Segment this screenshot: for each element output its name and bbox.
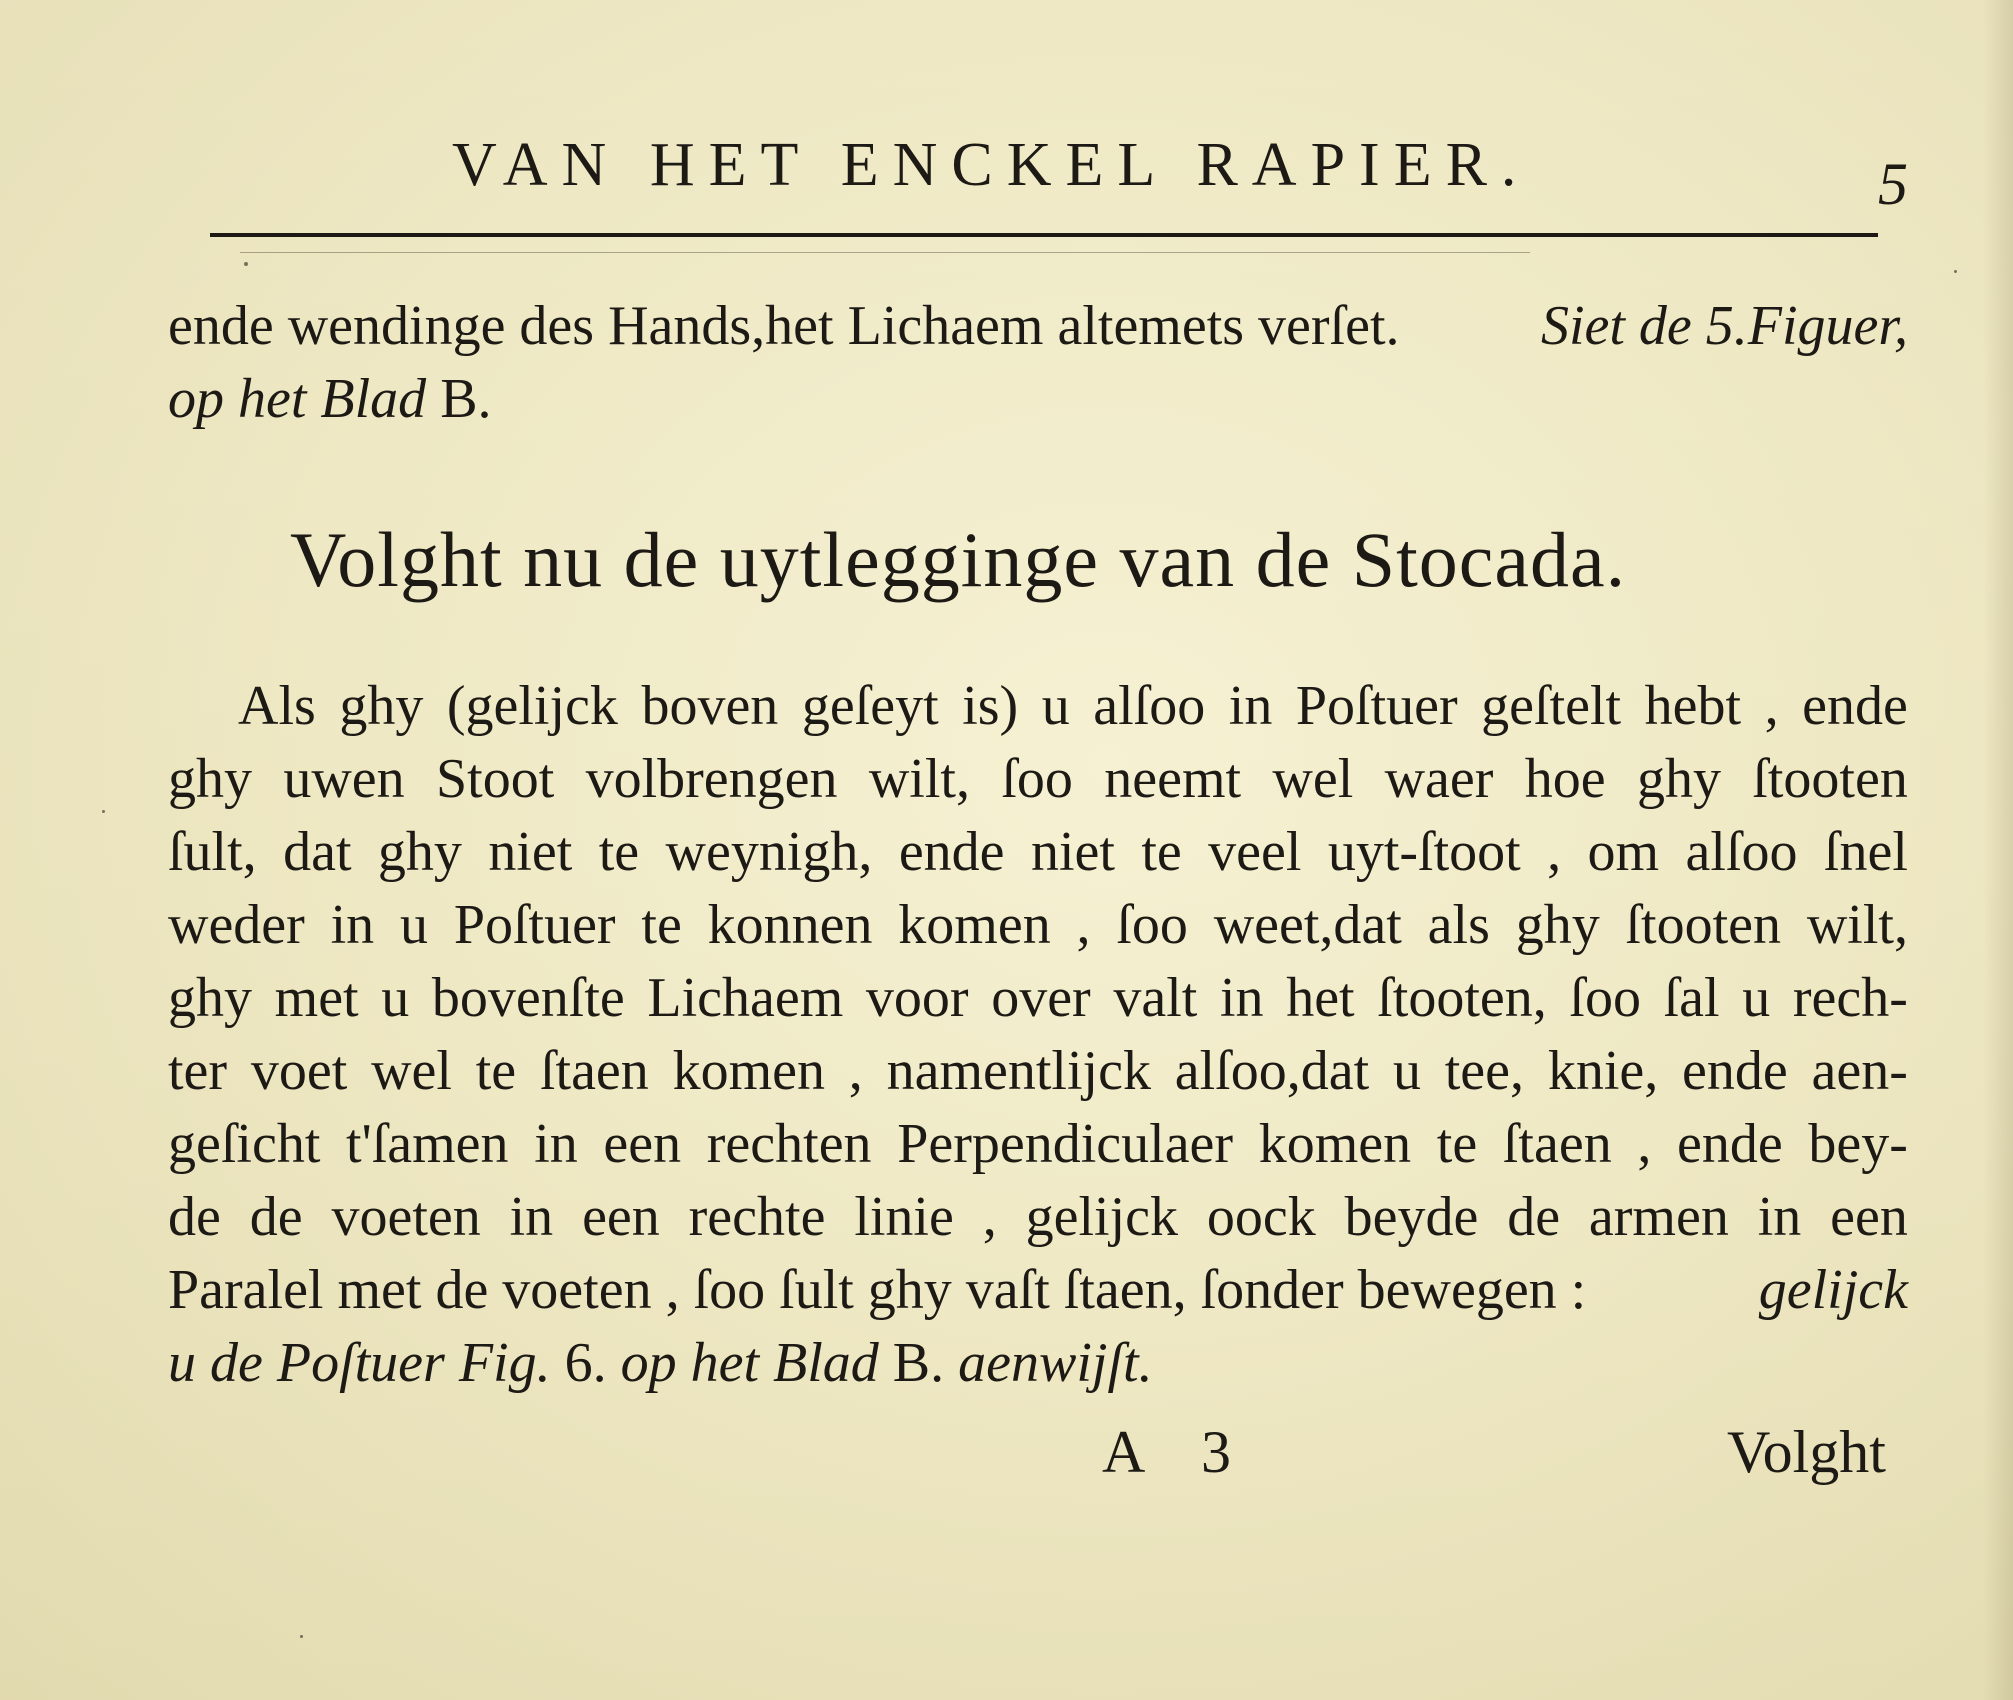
continuation-line-1-italic: Siet de 5.Figuer, [1540, 295, 1908, 357]
paragraph-line-3 [168, 816, 1908, 889]
body-paragraph [168, 670, 1908, 1400]
paragraph-line-9 [168, 1254, 1908, 1327]
paragraph-line-2 [168, 743, 1908, 816]
header-rule-shadow [240, 252, 1530, 253]
catchword: Volght [1727, 1419, 1886, 1485]
paragraph-line-10-italic-a: u de Poſtuer Fig. [168, 1332, 551, 1394]
paragraph-line-10 [168, 1327, 1908, 1400]
ink-speck [244, 262, 248, 266]
paragraph-line-3-text: ſult, dat ghy niet te weynigh, ende niet te veel uyt-ſtoot , om alſoo ſnel [168, 821, 1908, 883]
ink-speck [102, 810, 105, 813]
paragraph-line-10-roman-a: 6. [564, 1332, 607, 1394]
paragraph-line-8 [168, 1181, 1908, 1254]
paragraph-line-4 [168, 889, 1908, 962]
continuation-line-2-roman: B. [440, 368, 492, 430]
section-heading: Volght nu de uytlegginge van de Stocada. [290, 516, 1627, 603]
paragraph-line-10-italic-b: op het Blad [620, 1332, 879, 1394]
continuation-line-1 [168, 290, 1908, 363]
signature-mark: A 3 [1102, 1419, 1254, 1485]
paragraph-line-9-roman: Paralel met de voeten , ſoo ſult ghy vaſt ſtaen, ſonder bewegen : [168, 1259, 1587, 1321]
header-rule [210, 233, 1878, 237]
paragraph-line-7-text: geſicht t'ſamen in een rechten Perpendiculaer komen te ſtaen , ende bey- [168, 1113, 1908, 1175]
continuation-line-2-italic: op het Blad [168, 368, 427, 430]
running-head: VAN HET ENCKEL RAPIER. [452, 131, 1531, 199]
paragraph-line-1 [168, 670, 1908, 743]
paragraph-line-10-italic-c: aenwijſt. [958, 1332, 1153, 1394]
paragraph-line-6 [168, 1035, 1908, 1108]
paragraph-line-7 [168, 1108, 1908, 1181]
continuation-line-1-roman: ende wendinge des Hands,het Lichaem altemets verſet. [168, 295, 1400, 357]
page-edge-shadow [1983, 0, 2013, 1700]
continuation-text [168, 290, 1908, 436]
paragraph-line-10-roman-b: B. [892, 1332, 945, 1394]
ink-speck [1954, 270, 1957, 273]
continuation-line-2 [168, 363, 1908, 436]
paragraph-line-6-text: ter voet wel te ſtaen komen , namentlijck alſoo,dat u tee, knie, ende aen- [168, 1040, 1908, 1102]
paragraph-line-9-italic: gelijck [1758, 1259, 1908, 1321]
ink-speck [300, 1635, 303, 1638]
paragraph-line-1-text: Als ghy (gelijck boven geſeyt is) u alſoo in Poſtuer geſtelt hebt , ende [238, 675, 1908, 737]
paragraph-line-5 [168, 962, 1908, 1035]
paragraph-line-5-text: ghy met u bovenſte Lichaem voor over valt in het ſtooten, ſoo ſal u rech- [168, 967, 1908, 1029]
paragraph-line-2-text: ghy uwen Stoot volbrengen wilt, ſoo neemt wel waer hoe ghy ſtooten [168, 748, 1908, 810]
paragraph-line-8-text: de de voeten in een rechte linie , gelijck oock beyde de armen in een [168, 1186, 1908, 1248]
paragraph-line-4-text: weder in u Poſtuer te konnen komen , ſoo weet,dat als ghy ſtooten wilt, [168, 894, 1908, 956]
page-number: 5 [1878, 151, 1908, 217]
